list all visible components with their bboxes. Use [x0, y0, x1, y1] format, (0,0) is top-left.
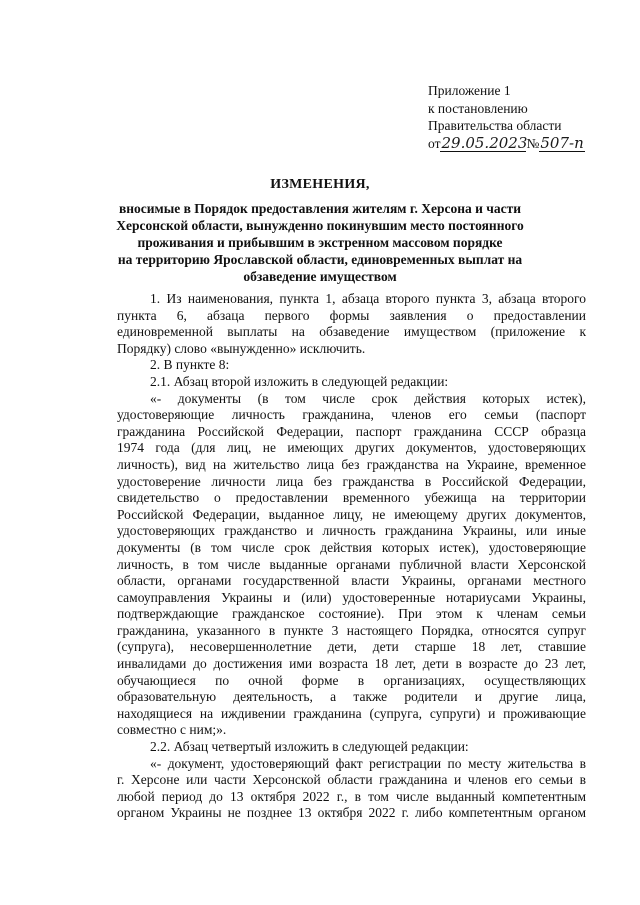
- body-line: Порядку) слово «вынужденно» исключить.: [117, 340, 366, 356]
- subtitle-line: на территорию Ярославской области, единовременных выплат на: [117, 252, 523, 267]
- document-subtitle: [95, 200, 545, 285]
- document-body: [117, 291, 586, 822]
- handwritten-date: 29.05.2023: [441, 133, 528, 152]
- body-line: подтверждающие гражданское состояние). При этом к членам семьи: [117, 606, 586, 622]
- handwritten-number: 507-п: [540, 133, 584, 152]
- body-line: пункта 6, абзаца первого формы заявления о предоставлении: [117, 307, 586, 323]
- body-line: 1. Из наименования, пункта 1, абзаца второго пункта 3, абзаца второго: [150, 291, 586, 306]
- body-line: удостоверяющих гражданство и личность гражданина Украины, или иные: [117, 523, 586, 539]
- body-line: 2.2. Абзац четвертый изложить в следующей редакции:: [150, 739, 469, 755]
- body-line: обучающиеся по очной форме в организациях, осуществляющих: [117, 672, 586, 688]
- subtitle-line: обзаведение имуществом: [243, 269, 397, 284]
- body-line: свидетельство о предоставлении временного убежища на территории: [117, 490, 586, 506]
- body-line: гражданина Российской Федерации, паспорт гражданина СССР образца: [117, 423, 586, 439]
- body-line: Российской Федерации, выданное лицу, не имеющему других документов,: [117, 506, 586, 522]
- body-line: «- документ, удостоверяющий факт регистрации по месту жительства в: [150, 755, 586, 771]
- body-line: образовательную деятельность, а также родители и другие лица,: [117, 689, 586, 705]
- body-line: удостоверение личности лица без гражданства в Российской Федерации,: [117, 473, 586, 489]
- body-line: г. Херсоне или части Херсонской области гражданина и членов его семьи в: [117, 772, 586, 788]
- body-line: документы (в том числе срок действия которых истек), удостоверяющие: [117, 539, 586, 555]
- body-line: 1974 года (для лиц, не имеющих других документов, удостоверяющих: [117, 440, 586, 456]
- body-line: инвалидами до достижения ими возраста 18 лет, дети в возрасте до 23 лет,: [117, 656, 586, 672]
- subtitle-line: проживания и прибывшим в экстренном массовом порядке: [137, 235, 503, 250]
- body-line: находящиеся на иждивении гражданина (супруга, супруги) и проживающие: [117, 705, 586, 721]
- body-line: удостоверяющие личность гражданина, членов его семьи (паспорт: [117, 407, 586, 423]
- appendix-line-2: к постановлению: [428, 100, 528, 116]
- body-line: самоуправления Украины и (или) удостоверенные нотариусами Украины,: [117, 589, 586, 605]
- appendix-date-line: [428, 135, 628, 153]
- body-line: личность), вид на жительство лица без гражданства на Украине, временное: [117, 456, 586, 472]
- body-line: совместно с ним;».: [117, 722, 227, 738]
- body-line: 2.1. Абзац второй изложить в следующей редакции:: [150, 373, 449, 389]
- body-line: любой период до 13 октября 2022 г., в том числе выданный компетентным: [117, 788, 586, 804]
- appendix-line-1: Приложение 1: [428, 83, 511, 98]
- appendix-line-3: Правительства области: [428, 118, 562, 133]
- appendix-block: [428, 82, 628, 152]
- body-line: личность, в том числе выданные органами публичной власти Херсонской: [117, 556, 586, 572]
- subtitle-line: Херсонской области, вынужденно покинувшим место постоянного: [116, 218, 524, 233]
- body-line: «- документы (в том числе срок действия которых истек),: [150, 390, 586, 406]
- subtitle-line: вносимые в Порядок предоставления жителям г. Херсона и части: [118, 201, 522, 216]
- number-prefix: №: [526, 135, 540, 151]
- body-line: единовременной выплаты на обзаведение имуществом (приложение к: [117, 324, 586, 340]
- body-line: 2. В пункте 8:: [150, 357, 230, 373]
- body-line: органом Украины не позднее 13 октября 2022 г. либо компетентным органом: [117, 805, 586, 821]
- date-prefix: от: [428, 135, 441, 151]
- body-line: области, органами государственной власти Украины, органами местного: [117, 573, 586, 589]
- document-title: ИЗМЕНЕНИЯ,: [270, 177, 370, 192]
- body-line: (супруга), несовершеннолетние дети, дети старше 18 лет, ставшие: [117, 639, 586, 655]
- body-line: гражданина, указанного в пункте 3 настоящего Порядка, относятся супруг: [117, 622, 586, 638]
